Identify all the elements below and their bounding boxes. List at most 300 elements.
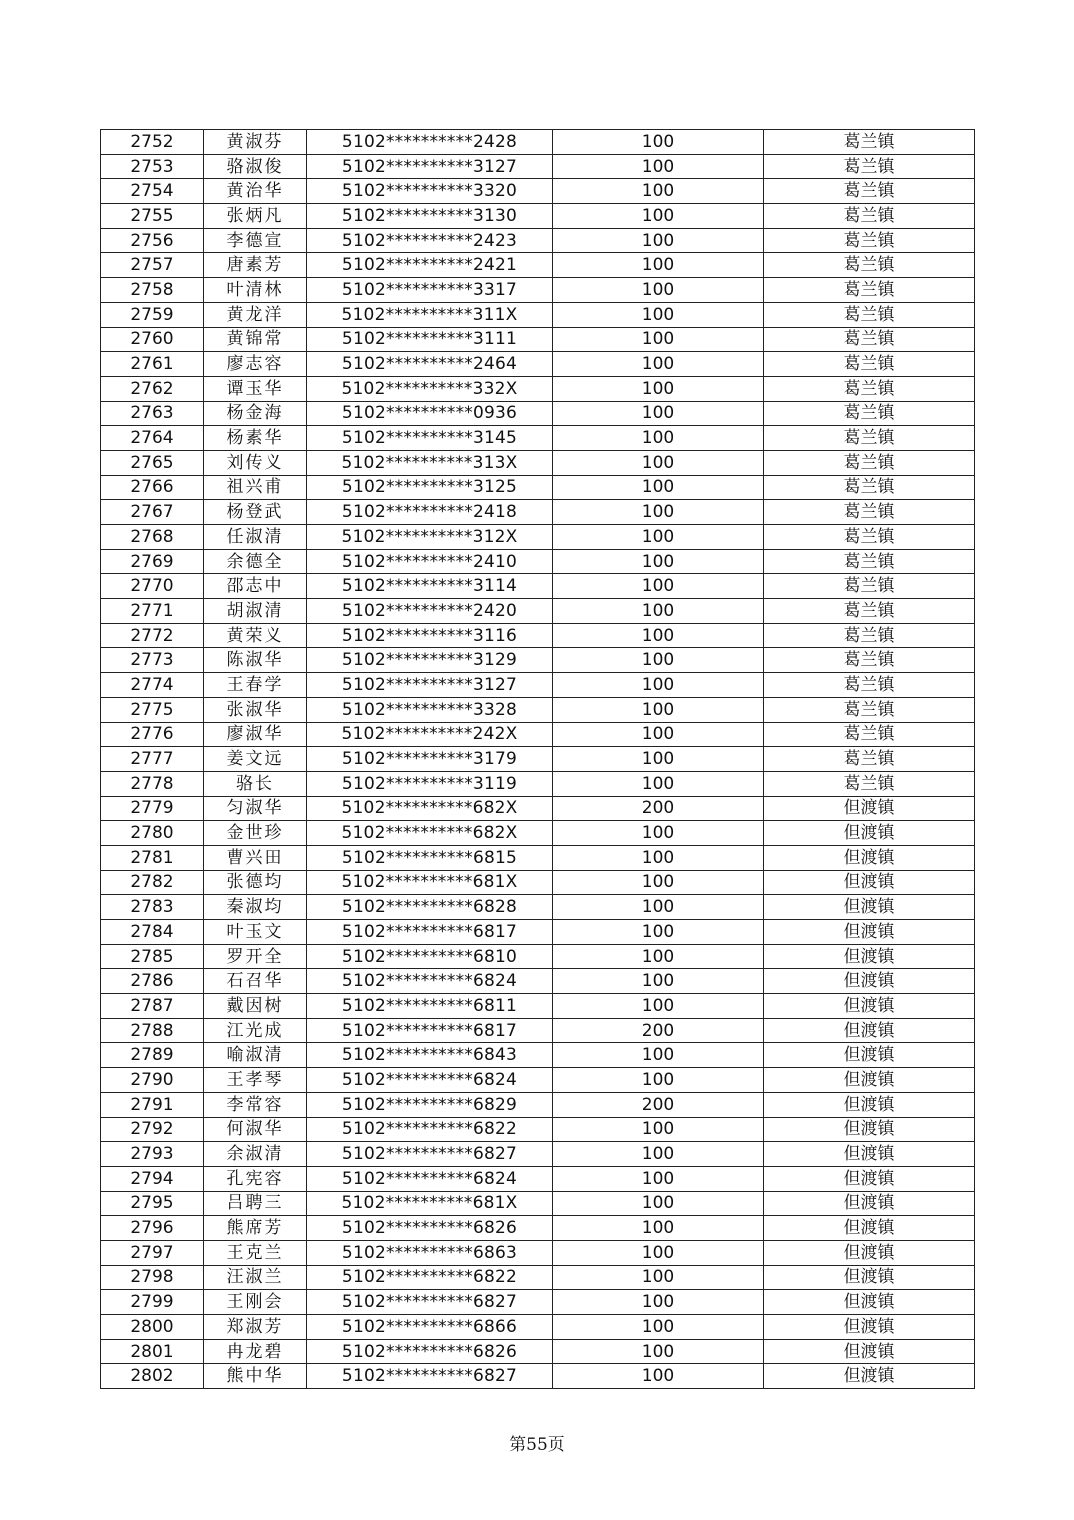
table-row [101,969,975,994]
name-cell: 姜文远 [204,747,307,772]
table-row [101,130,975,155]
amount-cell: 100 [553,1315,764,1340]
town-cell: 但渡镇 [764,994,975,1019]
serial-number-cell: 2796 [101,1216,204,1241]
name-cell: 刘传义 [204,450,307,475]
amount-cell: 100 [553,450,764,475]
amount-cell: 100 [553,599,764,624]
name-cell: 王春学 [204,673,307,698]
name-cell: 杨金海 [204,401,307,426]
amount-cell: 100 [553,1265,764,1290]
name-cell: 冉龙碧 [204,1339,307,1364]
name-cell: 熊席芳 [204,1216,307,1241]
table-row [101,327,975,352]
name-cell: 王刚会 [204,1290,307,1315]
name-cell: 汪淑兰 [204,1265,307,1290]
town-cell: 葛兰镇 [764,475,975,500]
table-row [101,179,975,204]
serial-number-cell: 2789 [101,1043,204,1068]
table-row [101,1315,975,1340]
serial-number-cell: 2797 [101,1240,204,1265]
town-cell: 葛兰镇 [764,130,975,155]
table-row [101,154,975,179]
town-cell: 葛兰镇 [764,500,975,525]
name-cell: 张淑华 [204,697,307,722]
id-number-cell: 5102**********2423 [307,228,553,253]
name-cell: 匀淑华 [204,796,307,821]
id-number-cell: 5102**********313X [307,450,553,475]
id-number-cell: 5102**********3129 [307,648,553,673]
table-row [101,771,975,796]
town-cell: 葛兰镇 [764,450,975,475]
serial-number-cell: 2802 [101,1364,204,1389]
table-row [101,278,975,303]
town-cell: 但渡镇 [764,1092,975,1117]
table-row [101,549,975,574]
town-cell: 但渡镇 [764,895,975,920]
id-number-cell: 5102**********2428 [307,130,553,155]
amount-cell: 100 [553,870,764,895]
serial-number-cell: 2792 [101,1117,204,1142]
id-number-cell: 5102**********6824 [307,969,553,994]
name-cell: 陈淑华 [204,648,307,673]
amount-cell: 100 [553,1290,764,1315]
town-cell: 葛兰镇 [764,278,975,303]
amount-cell: 100 [553,130,764,155]
town-cell: 但渡镇 [764,1240,975,1265]
table-row [101,722,975,747]
amount-cell: 100 [553,895,764,920]
id-number-cell: 5102**********3116 [307,623,553,648]
town-cell: 葛兰镇 [764,401,975,426]
id-number-cell: 5102**********6828 [307,895,553,920]
amount-cell: 100 [553,549,764,574]
serial-number-cell: 2759 [101,302,204,327]
name-cell: 孔宪容 [204,1166,307,1191]
serial-number-cell: 2786 [101,969,204,994]
amount-cell: 100 [553,1142,764,1167]
name-cell: 王孝琴 [204,1068,307,1093]
serial-number-cell: 2783 [101,895,204,920]
id-number-cell: 5102**********6826 [307,1339,553,1364]
name-cell: 黄荣义 [204,623,307,648]
serial-number-cell: 2782 [101,870,204,895]
roster-body [101,130,975,1389]
id-number-cell: 5102**********6824 [307,1068,553,1093]
amount-cell: 100 [553,574,764,599]
name-cell: 王克兰 [204,1240,307,1265]
serial-number-cell: 2754 [101,179,204,204]
serial-number-cell: 2774 [101,673,204,698]
town-cell: 但渡镇 [764,1339,975,1364]
id-number-cell: 5102**********6817 [307,1018,553,1043]
amount-cell: 100 [553,228,764,253]
roster-table [100,129,975,1389]
serial-number-cell: 2779 [101,796,204,821]
amount-cell: 100 [553,179,764,204]
id-number-cell: 5102**********6822 [307,1117,553,1142]
id-number-cell: 5102**********3127 [307,673,553,698]
id-number-cell: 5102**********682X [307,796,553,821]
serial-number-cell: 2788 [101,1018,204,1043]
name-cell: 张炳凡 [204,204,307,229]
id-number-cell: 5102**********3130 [307,204,553,229]
serial-number-cell: 2787 [101,994,204,1019]
town-cell: 葛兰镇 [764,673,975,698]
serial-number-cell: 2784 [101,920,204,945]
town-cell: 葛兰镇 [764,697,975,722]
amount-cell: 100 [553,376,764,401]
table-row [101,352,975,377]
id-number-cell: 5102**********3320 [307,179,553,204]
town-cell: 葛兰镇 [764,525,975,550]
name-cell: 黄锦常 [204,327,307,352]
serial-number-cell: 2770 [101,574,204,599]
town-cell: 葛兰镇 [764,376,975,401]
amount-cell: 100 [553,1068,764,1093]
id-number-cell: 5102**********6843 [307,1043,553,1068]
serial-number-cell: 2755 [101,204,204,229]
name-cell: 叶清林 [204,278,307,303]
name-cell: 秦淑均 [204,895,307,920]
name-cell: 吕聘三 [204,1191,307,1216]
amount-cell: 100 [553,302,764,327]
amount-cell: 100 [553,278,764,303]
amount-cell: 100 [553,1240,764,1265]
table-row [101,1240,975,1265]
serial-number-cell: 2799 [101,1290,204,1315]
amount-cell: 100 [553,1166,764,1191]
town-cell: 葛兰镇 [764,352,975,377]
table-row [101,648,975,673]
id-number-cell: 5102**********2464 [307,352,553,377]
amount-cell: 100 [553,1117,764,1142]
town-cell: 但渡镇 [764,1216,975,1241]
amount-cell: 100 [553,648,764,673]
id-number-cell: 5102**********3114 [307,574,553,599]
town-cell: 但渡镇 [764,1290,975,1315]
id-number-cell: 5102**********6829 [307,1092,553,1117]
name-cell: 金世珍 [204,821,307,846]
id-number-cell: 5102**********681X [307,870,553,895]
id-number-cell: 5102**********2410 [307,549,553,574]
amount-cell: 100 [553,994,764,1019]
serial-number-cell: 2794 [101,1166,204,1191]
town-cell: 但渡镇 [764,821,975,846]
table-row [101,845,975,870]
table-row [101,1166,975,1191]
serial-number-cell: 2752 [101,130,204,155]
serial-number-cell: 2801 [101,1339,204,1364]
id-number-cell: 5102**********6826 [307,1216,553,1241]
id-number-cell: 5102**********3317 [307,278,553,303]
id-number-cell: 5102**********2418 [307,500,553,525]
table-row [101,302,975,327]
table-row [101,1364,975,1389]
amount-cell: 100 [553,500,764,525]
table-row [101,450,975,475]
name-cell: 李常容 [204,1092,307,1117]
amount-cell: 100 [553,525,764,550]
town-cell: 葛兰镇 [764,154,975,179]
amount-cell: 100 [553,1043,764,1068]
name-cell: 石召华 [204,969,307,994]
town-cell: 但渡镇 [764,845,975,870]
table-row [101,870,975,895]
table-row [101,697,975,722]
serial-number-cell: 2756 [101,228,204,253]
table-row [101,1117,975,1142]
id-number-cell: 5102**********6827 [307,1364,553,1389]
id-number-cell: 5102**********3119 [307,771,553,796]
table-row [101,920,975,945]
id-number-cell: 5102**********0936 [307,401,553,426]
name-cell: 罗开全 [204,944,307,969]
town-cell: 但渡镇 [764,1117,975,1142]
name-cell: 唐素芳 [204,253,307,278]
amount-cell: 100 [553,1191,764,1216]
town-cell: 葛兰镇 [764,599,975,624]
amount-cell: 100 [553,352,764,377]
serial-number-cell: 2771 [101,599,204,624]
serial-number-cell: 2761 [101,352,204,377]
serial-number-cell: 2762 [101,376,204,401]
town-cell: 但渡镇 [764,944,975,969]
table-row [101,1068,975,1093]
id-number-cell: 5102**********6810 [307,944,553,969]
amount-cell: 100 [553,1364,764,1389]
id-number-cell: 5102**********3179 [307,747,553,772]
id-number-cell: 5102**********6817 [307,920,553,945]
id-number-cell: 5102**********6827 [307,1290,553,1315]
amount-cell: 100 [553,475,764,500]
id-number-cell: 5102**********3125 [307,475,553,500]
id-number-cell: 5102**********3111 [307,327,553,352]
id-number-cell: 5102**********311X [307,302,553,327]
name-cell: 骆长 [204,771,307,796]
id-number-cell: 5102**********2421 [307,253,553,278]
id-number-cell: 5102**********2420 [307,599,553,624]
table-row [101,401,975,426]
serial-number-cell: 2766 [101,475,204,500]
town-cell: 但渡镇 [764,1315,975,1340]
serial-number-cell: 2775 [101,697,204,722]
serial-number-cell: 2798 [101,1265,204,1290]
id-number-cell: 5102**********6866 [307,1315,553,1340]
town-cell: 但渡镇 [764,920,975,945]
name-cell: 廖志容 [204,352,307,377]
town-cell: 但渡镇 [764,1191,975,1216]
table-row [101,376,975,401]
town-cell: 葛兰镇 [764,228,975,253]
name-cell: 胡淑清 [204,599,307,624]
name-cell: 熊中华 [204,1364,307,1389]
table-row [101,994,975,1019]
serial-number-cell: 2777 [101,747,204,772]
serial-number-cell: 2769 [101,549,204,574]
table-row [101,1018,975,1043]
amount-cell: 100 [553,845,764,870]
id-number-cell: 5102**********681X [307,1191,553,1216]
amount-cell: 100 [553,821,764,846]
serial-number-cell: 2791 [101,1092,204,1117]
town-cell: 但渡镇 [764,796,975,821]
name-cell: 祖兴甫 [204,475,307,500]
id-number-cell: 5102**********3328 [307,697,553,722]
table-row [101,500,975,525]
serial-number-cell: 2772 [101,623,204,648]
amount-cell: 100 [553,253,764,278]
name-cell: 江光成 [204,1018,307,1043]
name-cell: 余德全 [204,549,307,574]
amount-cell: 100 [553,969,764,994]
amount-cell: 100 [553,722,764,747]
serial-number-cell: 2764 [101,426,204,451]
serial-number-cell: 2795 [101,1191,204,1216]
amount-cell: 200 [553,796,764,821]
amount-cell: 100 [553,204,764,229]
serial-number-cell: 2781 [101,845,204,870]
town-cell: 但渡镇 [764,1364,975,1389]
name-cell: 任淑清 [204,525,307,550]
id-number-cell: 5102**********682X [307,821,553,846]
id-number-cell: 5102**********332X [307,376,553,401]
amount-cell: 200 [553,1018,764,1043]
amount-cell: 200 [553,1092,764,1117]
table-row [101,1339,975,1364]
table-row [101,599,975,624]
amount-cell: 100 [553,401,764,426]
serial-number-cell: 2776 [101,722,204,747]
town-cell: 葛兰镇 [764,302,975,327]
id-number-cell: 5102**********6811 [307,994,553,1019]
amount-cell: 100 [553,154,764,179]
serial-number-cell: 2793 [101,1142,204,1167]
name-cell: 李德宣 [204,228,307,253]
town-cell: 但渡镇 [764,1018,975,1043]
town-cell: 葛兰镇 [764,574,975,599]
name-cell: 邵志中 [204,574,307,599]
table-row [101,1092,975,1117]
town-cell: 葛兰镇 [764,623,975,648]
table-row [101,895,975,920]
serial-number-cell: 2768 [101,525,204,550]
name-cell: 余淑清 [204,1142,307,1167]
serial-number-cell: 2753 [101,154,204,179]
serial-number-cell: 2757 [101,253,204,278]
amount-cell: 100 [553,426,764,451]
town-cell: 葛兰镇 [764,179,975,204]
name-cell: 黄治华 [204,179,307,204]
serial-number-cell: 2765 [101,450,204,475]
name-cell: 叶玉文 [204,920,307,945]
table-row [101,1290,975,1315]
amount-cell: 100 [553,747,764,772]
town-cell: 但渡镇 [764,870,975,895]
town-cell: 葛兰镇 [764,426,975,451]
id-number-cell: 5102**********312X [307,525,553,550]
town-cell: 葛兰镇 [764,771,975,796]
name-cell: 郑淑芳 [204,1315,307,1340]
table-row [101,747,975,772]
name-cell: 何淑华 [204,1117,307,1142]
serial-number-cell: 2800 [101,1315,204,1340]
table-row [101,574,975,599]
name-cell: 谭玉华 [204,376,307,401]
name-cell: 杨素华 [204,426,307,451]
table-row [101,204,975,229]
amount-cell: 100 [553,327,764,352]
serial-number-cell: 2763 [101,401,204,426]
table-row [101,1216,975,1241]
serial-number-cell: 2790 [101,1068,204,1093]
table-row [101,525,975,550]
town-cell: 但渡镇 [764,1142,975,1167]
town-cell: 葛兰镇 [764,722,975,747]
name-cell: 杨登武 [204,500,307,525]
name-cell: 喻淑清 [204,1043,307,1068]
id-number-cell: 5102**********3145 [307,426,553,451]
town-cell: 葛兰镇 [764,204,975,229]
town-cell: 葛兰镇 [764,648,975,673]
town-cell: 葛兰镇 [764,327,975,352]
town-cell: 但渡镇 [764,1043,975,1068]
table-row [101,426,975,451]
town-cell: 葛兰镇 [764,253,975,278]
table-row [101,796,975,821]
id-number-cell: 5102**********6827 [307,1142,553,1167]
id-number-cell: 5102**********6822 [307,1265,553,1290]
name-cell: 曹兴田 [204,845,307,870]
serial-number-cell: 2785 [101,944,204,969]
town-cell: 葛兰镇 [764,549,975,574]
amount-cell: 100 [553,944,764,969]
serial-number-cell: 2773 [101,648,204,673]
amount-cell: 100 [553,623,764,648]
amount-cell: 100 [553,673,764,698]
amount-cell: 100 [553,697,764,722]
table-row [101,475,975,500]
town-cell: 但渡镇 [764,1068,975,1093]
name-cell: 戴因树 [204,994,307,1019]
table-row [101,253,975,278]
serial-number-cell: 2778 [101,771,204,796]
name-cell: 黄淑芬 [204,130,307,155]
id-number-cell: 5102**********6824 [307,1166,553,1191]
name-cell: 黄龙洋 [204,302,307,327]
amount-cell: 100 [553,1339,764,1364]
amount-cell: 100 [553,1216,764,1241]
town-cell: 但渡镇 [764,1166,975,1191]
id-number-cell: 5102**********3127 [307,154,553,179]
id-number-cell: 5102**********242X [307,722,553,747]
table-row [101,673,975,698]
table-row [101,944,975,969]
serial-number-cell: 2767 [101,500,204,525]
id-number-cell: 5102**********6815 [307,845,553,870]
name-cell: 廖淑华 [204,722,307,747]
town-cell: 但渡镇 [764,969,975,994]
table-row [101,1043,975,1068]
serial-number-cell: 2760 [101,327,204,352]
table-row [101,228,975,253]
town-cell: 葛兰镇 [764,747,975,772]
table-row [101,1142,975,1167]
id-number-cell: 5102**********6863 [307,1240,553,1265]
amount-cell: 100 [553,771,764,796]
table-row [101,623,975,648]
serial-number-cell: 2780 [101,821,204,846]
